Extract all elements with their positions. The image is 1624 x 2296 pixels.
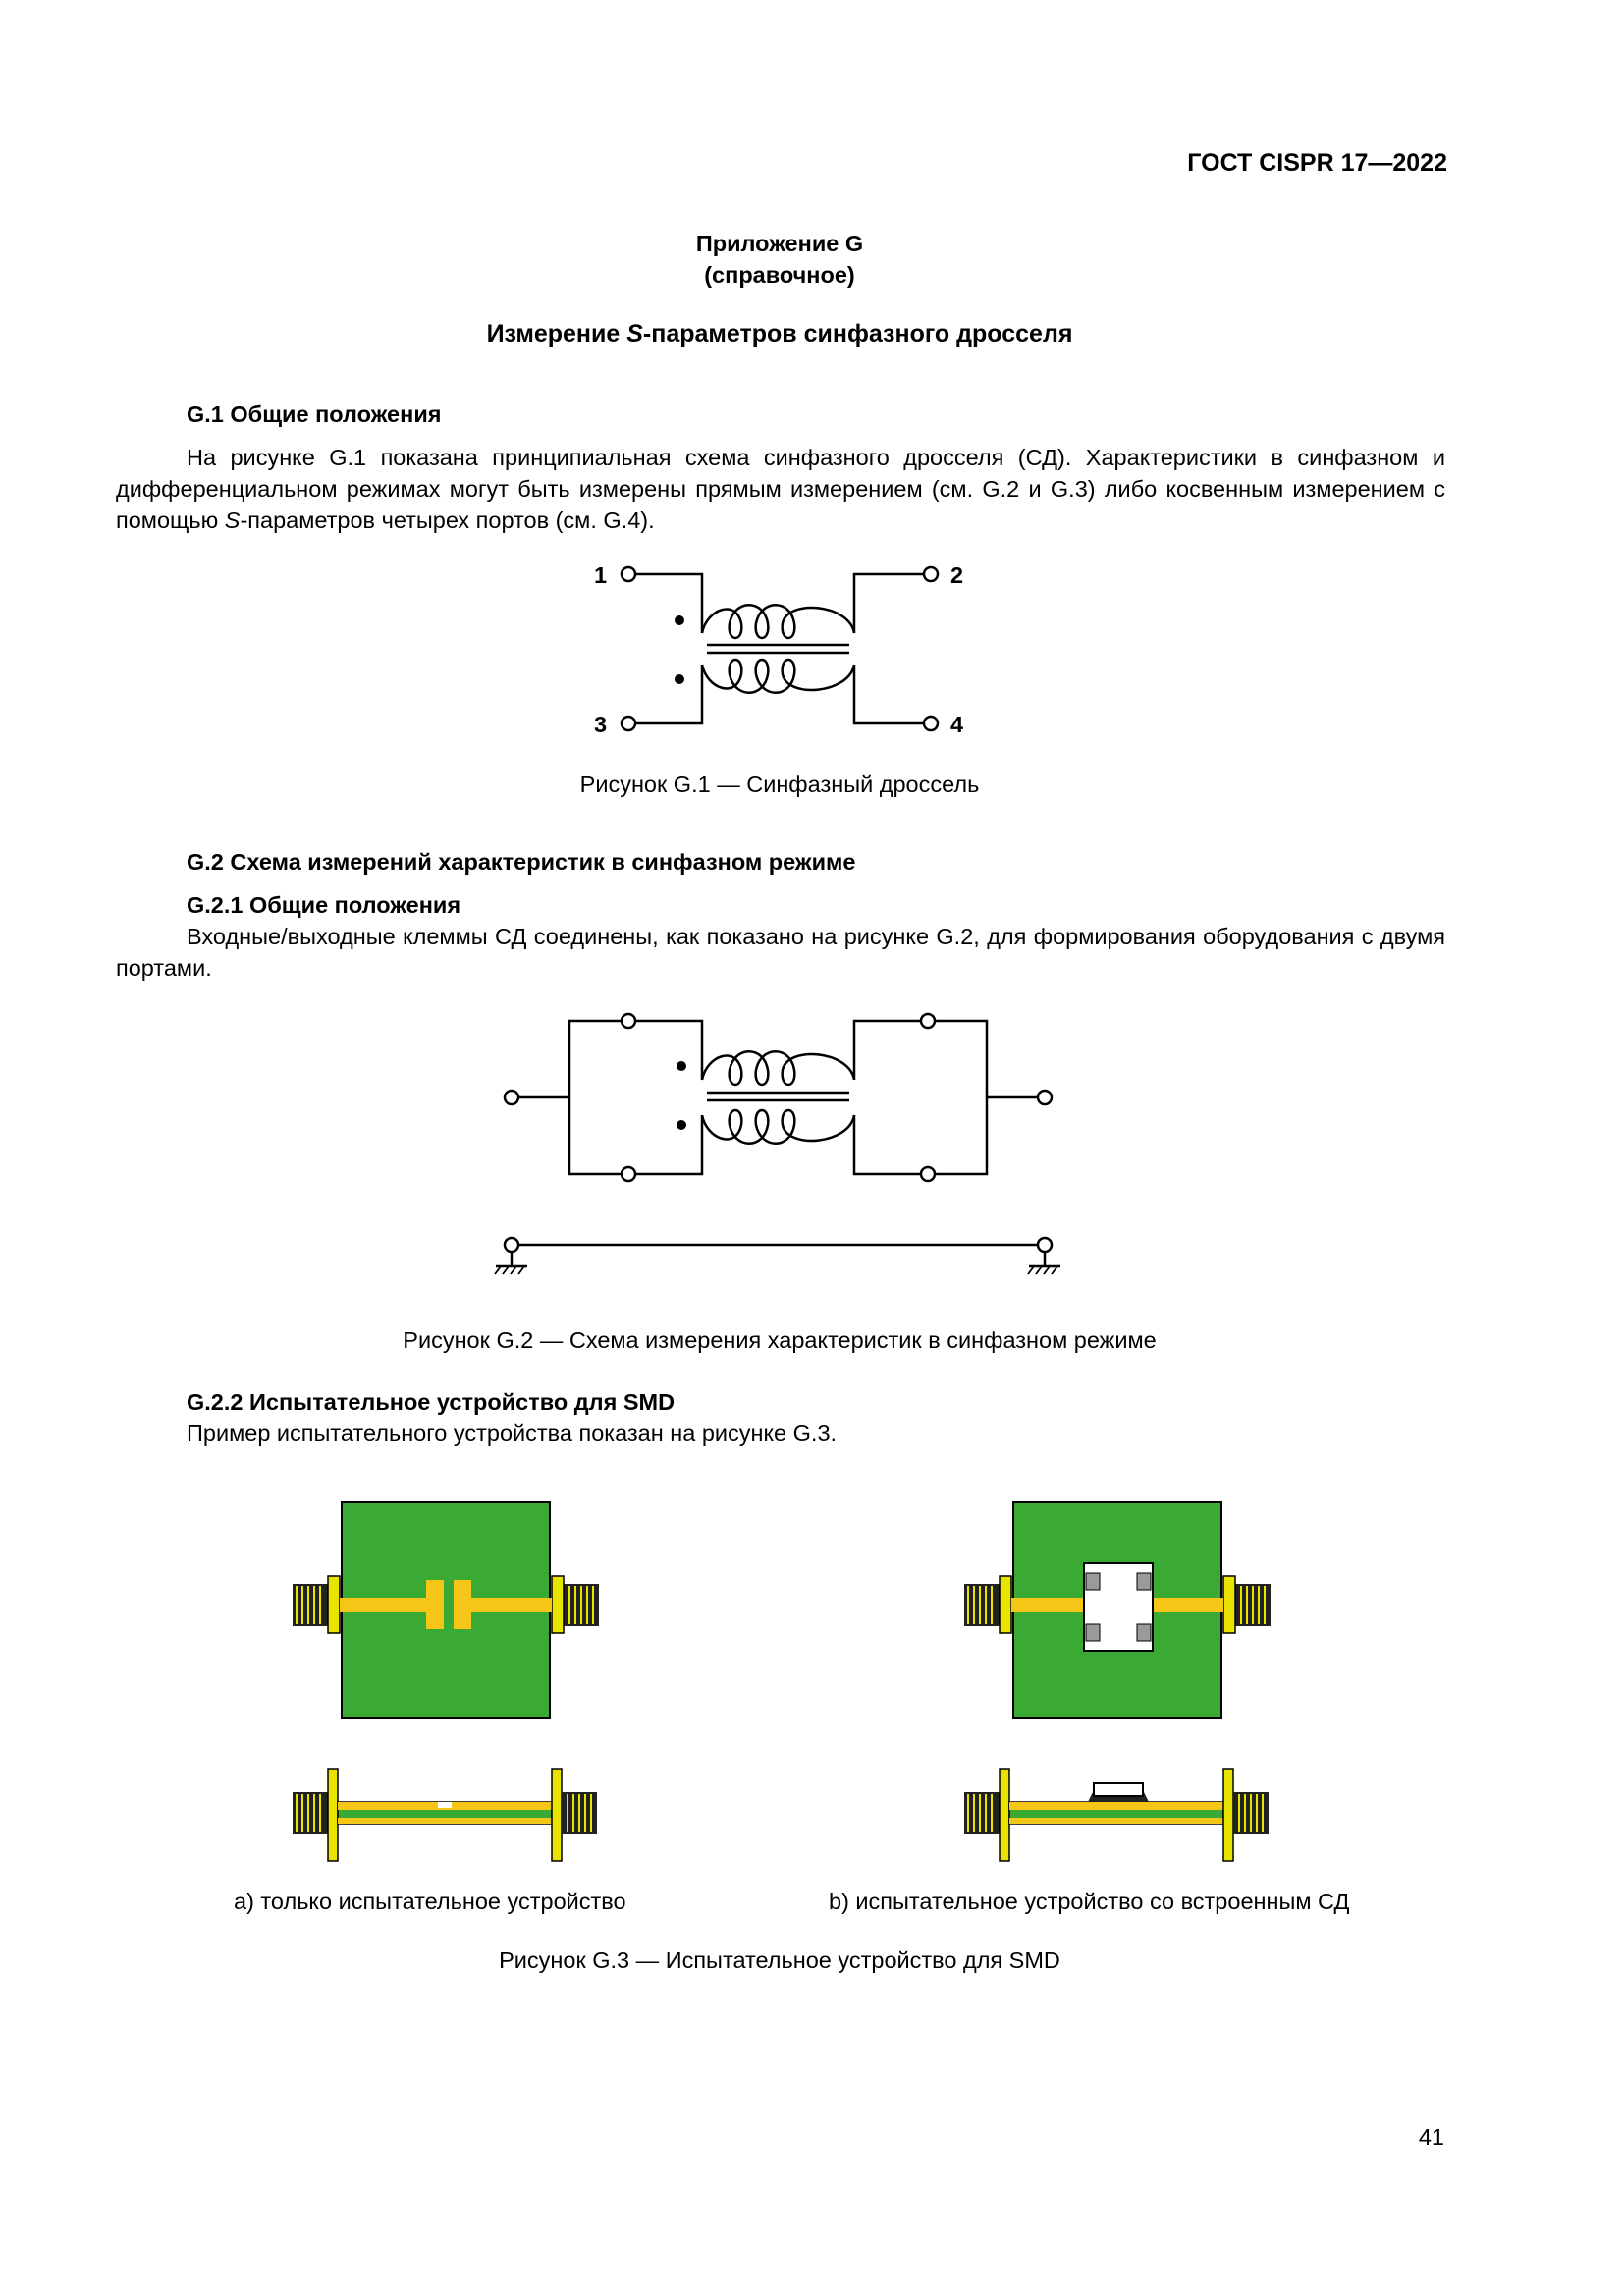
annex-heading	[0, 320, 1559, 348]
figure-g1-diagram	[569, 550, 982, 746]
fixture-a-side-view	[291, 1767, 605, 1865]
g2-top-winding	[702, 1051, 854, 1085]
lead-3	[635, 665, 702, 723]
output-terminal	[1038, 1091, 1052, 1104]
annex-type: (справочное)	[704, 262, 855, 288]
port-label-3: 3	[594, 712, 608, 737]
port-1-terminal	[622, 567, 635, 581]
trace-a-left	[340, 1598, 438, 1612]
annex-heading-italic: S	[626, 320, 643, 347]
input-terminal	[505, 1091, 518, 1104]
connector-b-left	[964, 1584, 1000, 1626]
section-g22-paragraph: Пример испытательного устройства показан на рисунке G.3.	[187, 1420, 838, 1446]
section-g2-heading: G.2 Схема измерений характеристик в синфазном режиме	[187, 849, 856, 875]
section-g21-heading: G.2.1 Общие положения	[187, 892, 461, 918]
right-bus	[935, 1021, 987, 1174]
bottom-winding	[702, 660, 854, 693]
lead-2	[854, 574, 924, 633]
figure-g3-subcaption-a: a) только испытательное устройство	[234, 1889, 626, 1914]
g1-para-post: -параметров четырех портов (см. G.4).	[240, 507, 655, 533]
figure-g3-subcaption-b: b) испытательное устройство со встроенным СД	[829, 1889, 1350, 1914]
section-g1-heading: G.1 Общие положения	[187, 401, 442, 427]
document-id: ГОСТ CISPR 17—2022	[1187, 149, 1447, 177]
connector-a-left	[293, 1584, 328, 1626]
port-3-terminal	[622, 717, 635, 730]
g1-para-italic: S	[224, 507, 241, 533]
smd-choke-side	[1094, 1783, 1143, 1796]
figure-g1-caption: Рисунок G.1 — Синфазный дроссель	[579, 772, 980, 797]
lead-1	[635, 574, 702, 633]
section-g21-paragraph: Входные/выходные клеммы СД соединены, как показано на рисунке G.2, для формирования оборудования с двумя портами.	[116, 924, 1445, 981]
section-g22-heading: G.2.2 Испытательное устройство для SMD	[187, 1389, 676, 1415]
polarity-dot-bottom	[675, 674, 684, 684]
left-bus	[569, 1021, 622, 1174]
port-label-4: 4	[950, 712, 964, 737]
page-number: 41	[1418, 2124, 1444, 2150]
g1-para-pre: На рисунке G.1 показана принципиальная схема синфазного дросселя (СД). Характеристики в синфазном и дифференциальном режимах могут быть измерены прямым измерением (см. G.2 и G.3) либо косвенным измерением с помощью	[116, 445, 1445, 533]
g2-bottom-winding	[702, 1110, 854, 1144]
figure-g2-caption: Рисунок G.2 — Схема измерения характеристик в синфазном режиме	[403, 1327, 1157, 1353]
annex-heading-post: -параметров синфазного дросселя	[642, 320, 1073, 347]
fixture-a-top-view	[291, 1494, 605, 1720]
port-label-1: 1	[594, 562, 608, 588]
figure-g3-caption: Рисунок G.3 — Испытательное устройство для SMD	[499, 1948, 1060, 1973]
fixture-b-top-view	[962, 1494, 1276, 1720]
port-4-terminal	[924, 717, 938, 730]
lead-4	[854, 665, 924, 723]
annex-label: Приложение G	[695, 231, 864, 256]
port-2-terminal	[924, 567, 938, 581]
top-winding	[702, 605, 854, 638]
trace-a-right	[458, 1598, 552, 1612]
polarity-dot-top	[675, 615, 684, 625]
port-label-2: 2	[950, 562, 964, 588]
annex-title	[0, 228, 1559, 291]
fixture-b-side-view	[962, 1767, 1276, 1865]
annex-heading-pre: Измерение	[486, 320, 627, 347]
section-g1-paragraph	[116, 442, 1445, 536]
figure-g2-diagram	[491, 1001, 1080, 1296]
